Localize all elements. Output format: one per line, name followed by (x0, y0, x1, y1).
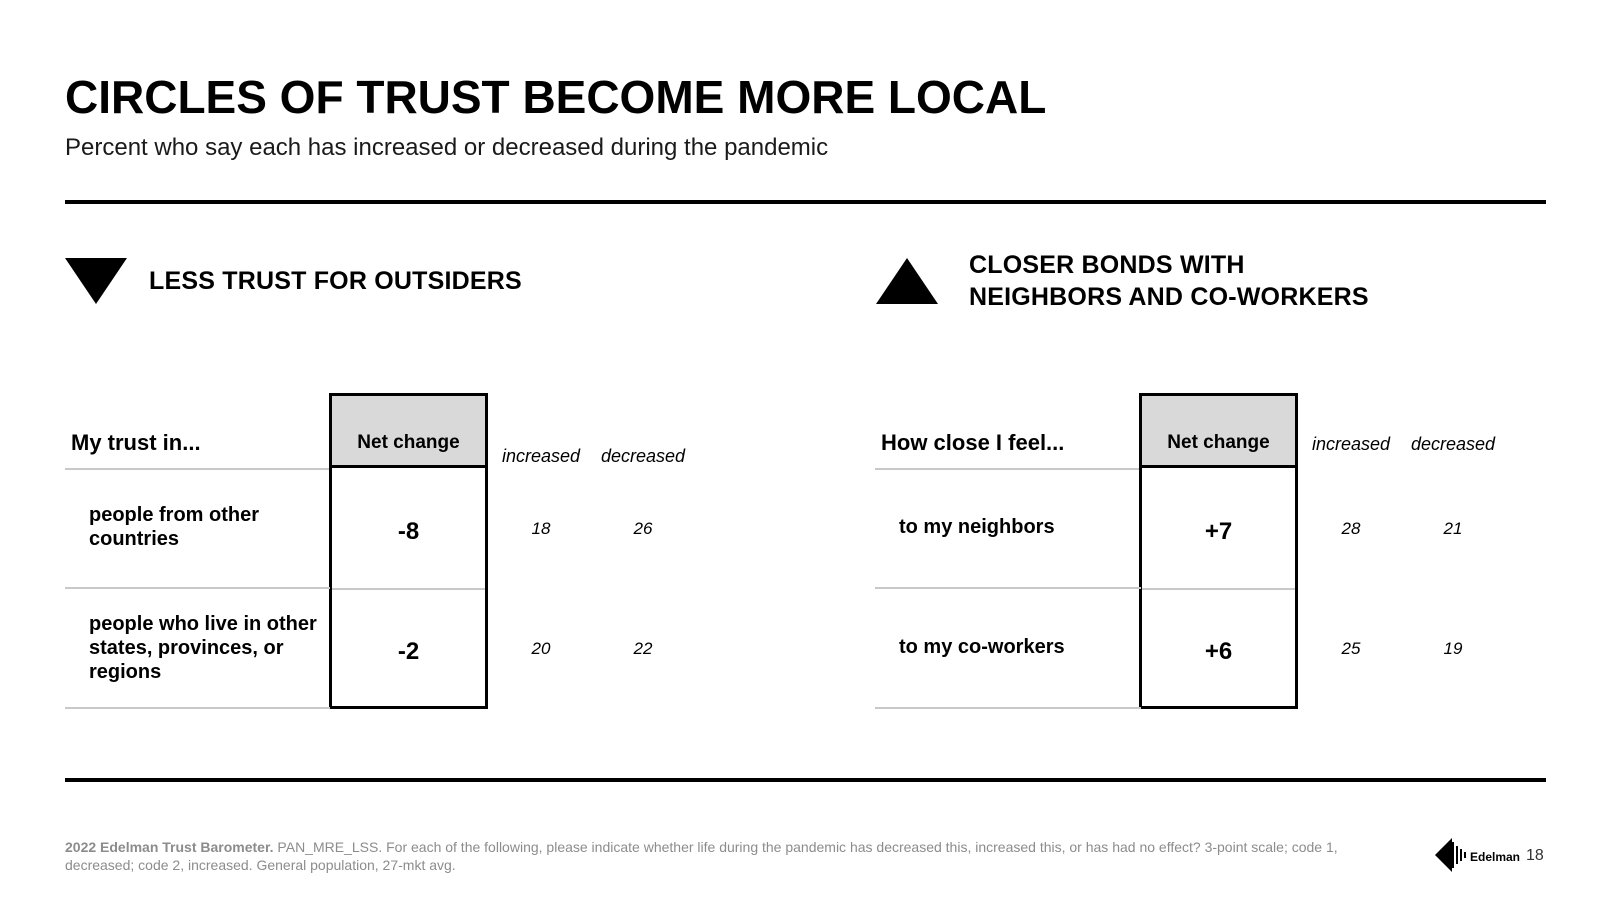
right-row2-label: to my co-workers (899, 636, 1065, 658)
left-header-separator (65, 468, 330, 470)
right-net-divider (1142, 588, 1295, 590)
left-net-change-header: Net change (332, 396, 485, 468)
left-row1-increased: 18 (531, 519, 551, 538)
left-net-divider (332, 588, 485, 590)
left-row1-label: people from other countries (89, 504, 260, 550)
source-text: PAN_MRE_LSS. For each of the following, please indicate whether life during the pandemic has decreased this, increased this, or has had no effect? 3-point scale; code 1, decreased; code 2, increased. General population, 27-mkt avg. (65, 839, 1338, 873)
bottom-divider (65, 778, 1546, 782)
right-row-separator (875, 587, 1141, 589)
right-net-change-column (1139, 393, 1298, 709)
right-row1-net: +7 (1204, 518, 1233, 545)
left-row1-net: -8 (397, 518, 420, 545)
left-net-change-column (329, 393, 488, 709)
triangle-up-icon (876, 258, 938, 304)
right-section-heading (969, 249, 1369, 313)
left-table-header: My trust in... (71, 430, 201, 455)
right-row2-net: +6 (1204, 638, 1233, 665)
right-row2-increased: 25 (1341, 639, 1361, 658)
left-col-decreased: decreased (600, 446, 686, 466)
edelman-logo-icon (1435, 838, 1469, 872)
right-row1-increased: 28 (1341, 519, 1361, 538)
source-bold: 2022 Edelman Trust Barometer. (65, 839, 274, 855)
right-row2-decreased: 19 (1443, 639, 1463, 658)
right-row1-label: to my neighbors (899, 516, 1055, 538)
left-row2-net: -2 (397, 638, 420, 665)
left-row2-increased: 20 (531, 639, 551, 658)
source-footnote (65, 838, 1365, 874)
right-net-change-header: Net change (1142, 396, 1295, 468)
page-subtitle: Percent who say each has increased or decreased during the pandemic (65, 134, 829, 161)
left-section-heading: LESS TRUST FOR OUTSIDERS (149, 267, 522, 295)
right-table-header: How close I feel... (881, 430, 1065, 455)
right-bottom-separator (875, 707, 1141, 709)
triangle-down-icon (65, 258, 127, 304)
left-bottom-separator (65, 707, 330, 709)
left-row-separator (65, 587, 330, 589)
brand-name: Edelman (1470, 850, 1521, 864)
right-col-increased: increased (1311, 434, 1391, 454)
right-col-decreased: decreased (1410, 434, 1496, 454)
right-heading-line2: NEIGHBORS AND CO-WORKERS (969, 283, 1369, 311)
page-title: CIRCLES OF TRUST BECOME MORE LOCAL (65, 71, 1047, 123)
left-row2-label: people who live in other states, provinces, or regions (89, 613, 317, 683)
right-row1-decreased: 21 (1443, 519, 1463, 538)
top-divider (65, 200, 1546, 204)
page-number: 18 (1526, 847, 1544, 864)
left-row1-decreased: 26 (633, 519, 653, 538)
right-header-separator (875, 468, 1141, 470)
left-col-increased: increased (501, 446, 581, 466)
left-row2-decreased: 22 (633, 639, 653, 658)
right-heading-line1: CLOSER BONDS WITH (969, 251, 1245, 279)
